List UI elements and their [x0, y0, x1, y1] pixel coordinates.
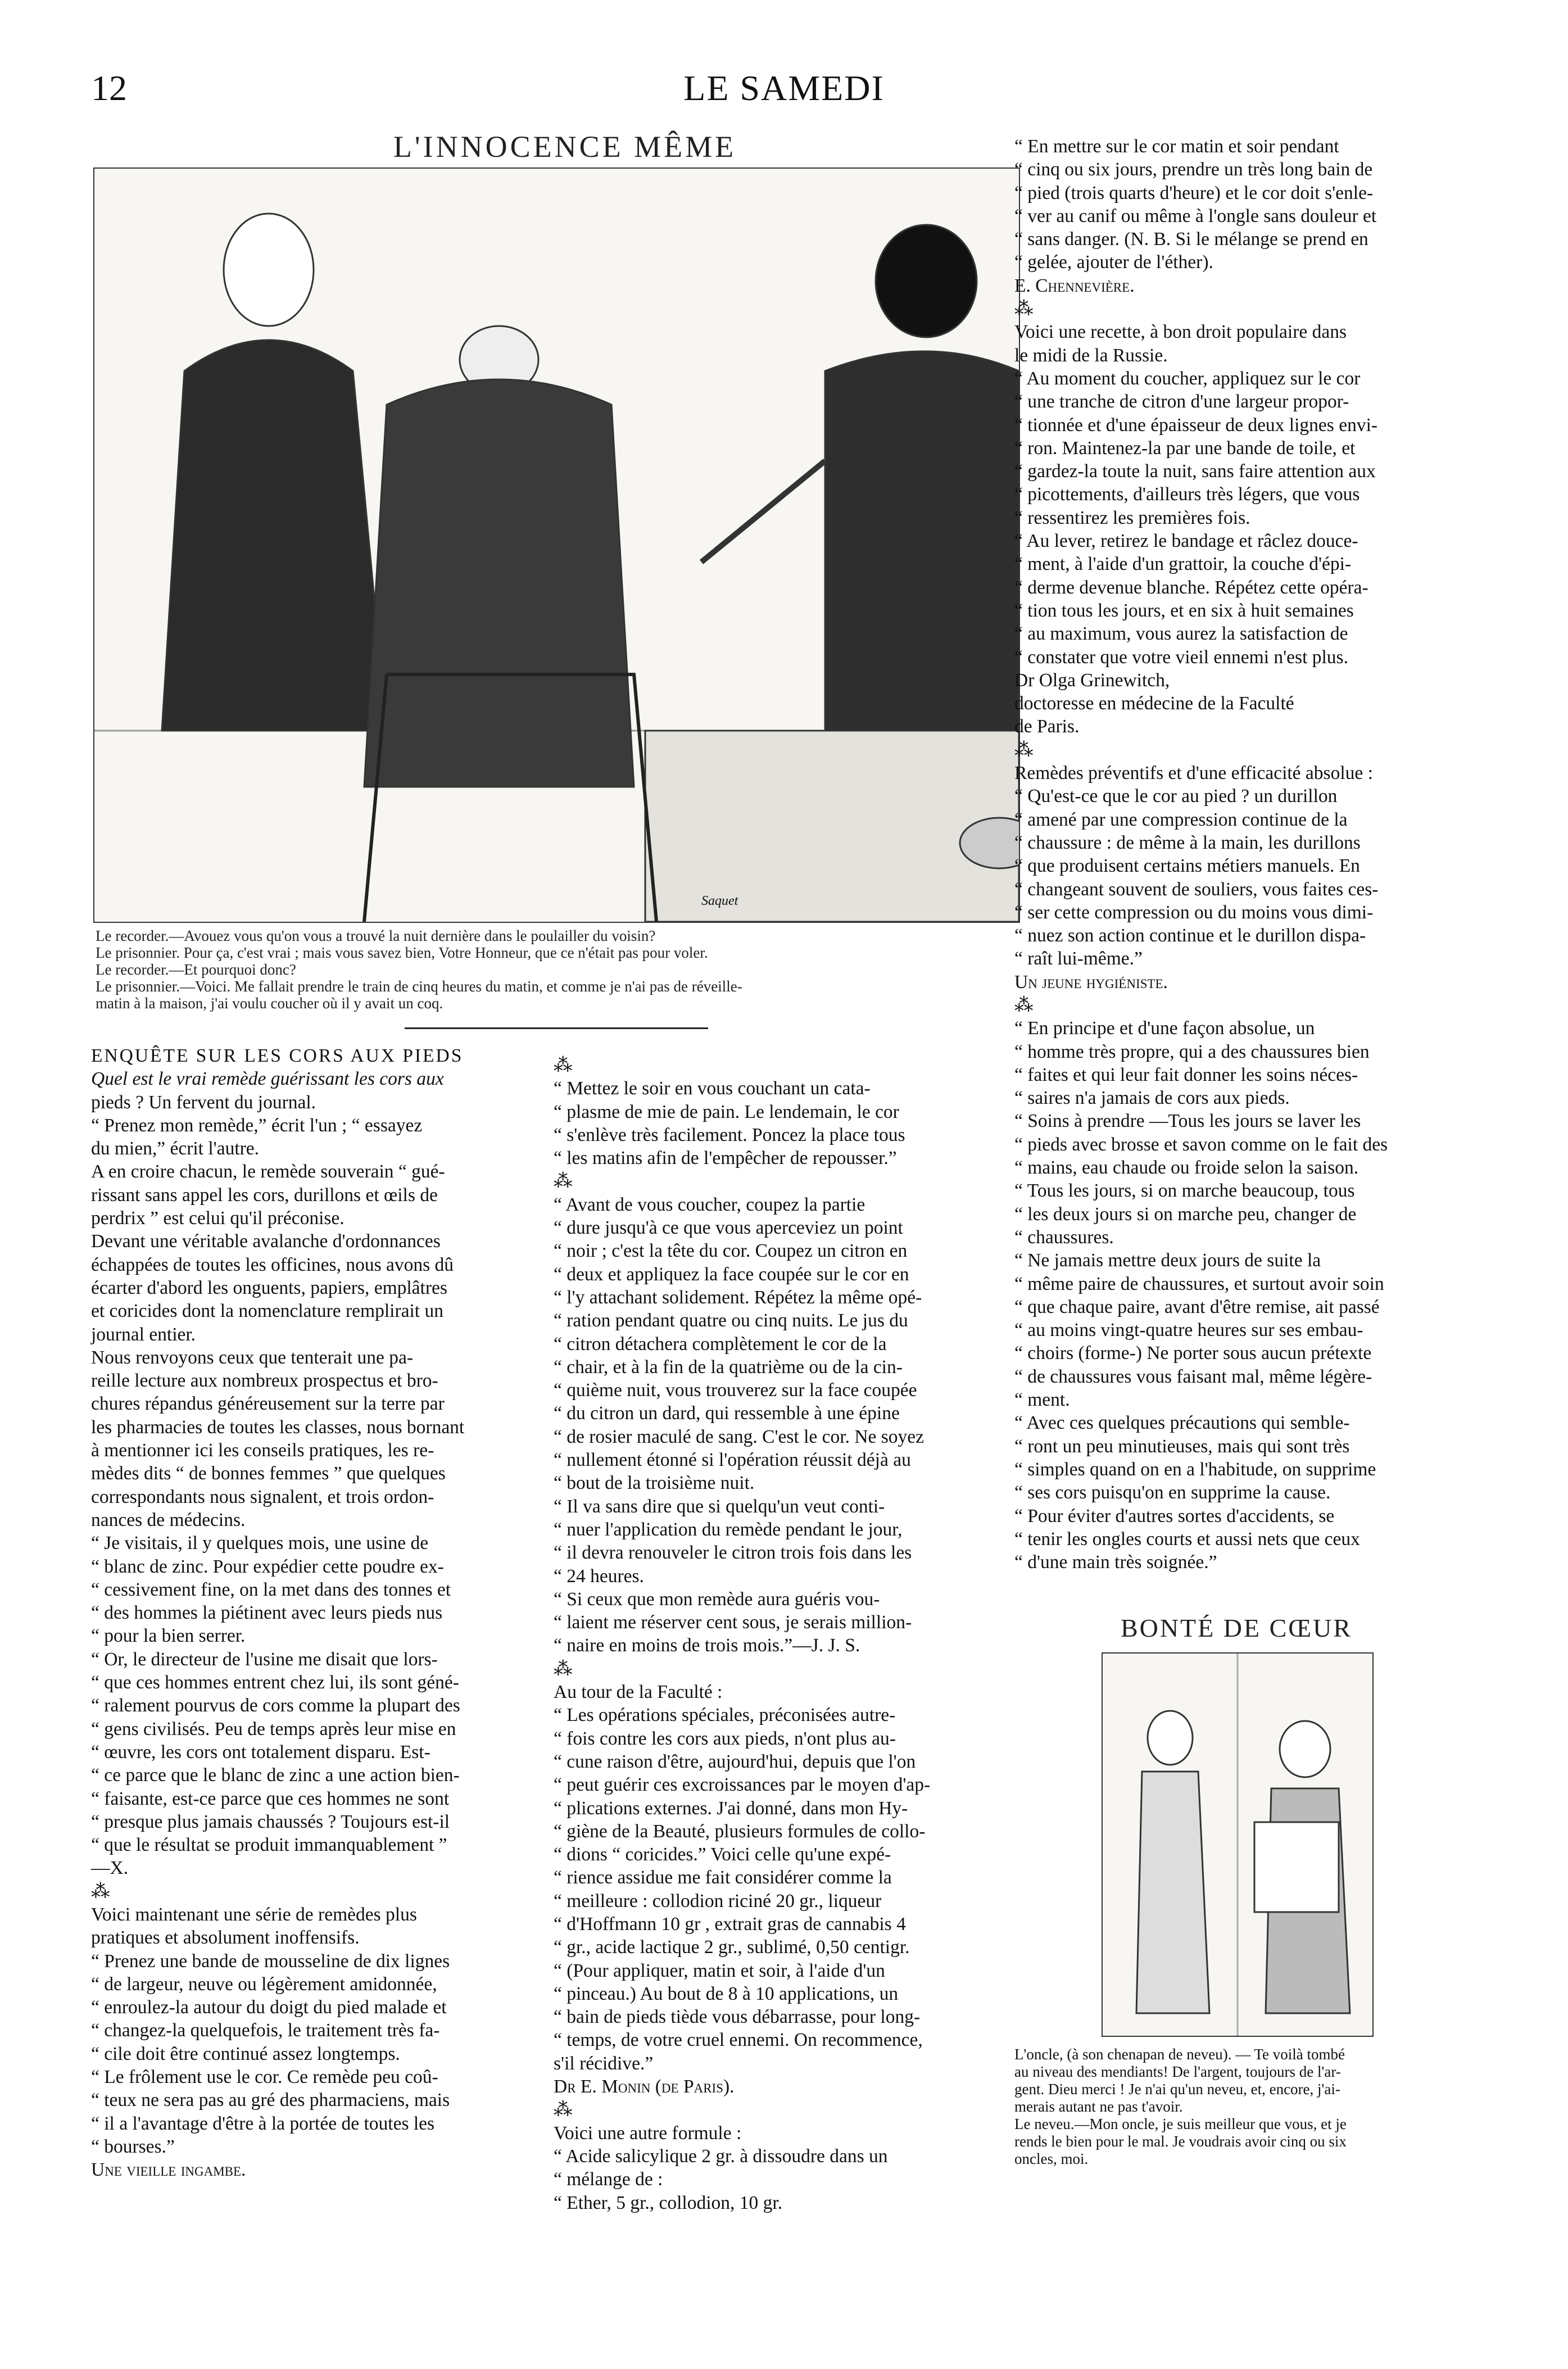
section-asterism: ⁂ — [554, 1171, 573, 1192]
text-line: rissant sans appel les cors, durillons et œils de — [91, 1184, 438, 1206]
article-column-2 — [554, 1054, 999, 2214]
text-line: “ fois contre les cors aux pieds, n'ont plus au- — [554, 1728, 896, 1749]
text-line: “ deux et appliquez la face coupée sur le cor en — [554, 1263, 909, 1285]
text-line: “ dure jusqu'à ce que vous aperceviez un point — [554, 1217, 903, 1239]
text-line: “ de largeur, neuve ou légèrement amidonnée, — [91, 1973, 437, 1995]
text-line: le midi de la Russie. — [1014, 345, 1168, 366]
text-line: “ plications externes. J'ai donné, dans mon Hy- — [554, 1797, 908, 1819]
text-line: “ dions “ coricides.” Voici celle qu'une expé- — [554, 1844, 891, 1865]
text-line: “ œuvre, les cors ont totalement disparu. Est- — [91, 1741, 430, 1763]
section-divider — [405, 1027, 708, 1029]
text-line: “ de rosier maculé de sang. C'est le cor. Ne soyez — [554, 1426, 925, 1447]
text-line: “ s'enlève très facilement. Poncez la place tous — [554, 1124, 905, 1145]
text-line: “ bout de la troisième nuit. — [554, 1473, 755, 1494]
text-line: du mien,” écrit l'autre. — [91, 1138, 260, 1159]
text-line: “ meilleure : collodion riciné 20 gr., liqueur — [554, 1890, 882, 1911]
text-line: “ Avec ces quelques précautions qui semble- — [1014, 1412, 1350, 1434]
text-line: “ noir ; c'est la tête du cor. Coupez un citron en — [554, 1240, 908, 1262]
text-line: “ Ether, 5 gr., collodion, 10 gr. — [554, 2192, 783, 2213]
text-line: reille lecture aux nombreux prospectus et bro- — [91, 1370, 438, 1392]
text-line: “ plasme de mie de pain. Le lendemain, le cor — [554, 1101, 899, 1122]
text-line: “ 24 heures. — [554, 1565, 644, 1587]
text-line: “ gr., acide lactique 2 gr., sublimé, 0,50 centigr. — [554, 1937, 910, 1958]
text-line: “ que ces hommes entrent chez lui, ils sont géné- — [91, 1672, 459, 1693]
text-line: “ Or, le directeur de l'usine me disait que lors- — [91, 1648, 438, 1670]
text-line: Voici une recette, à bon droit populaire dans — [1014, 321, 1347, 343]
caption-line: au niveau des mendiants! De l'argent, toujours de l'ar- — [1014, 2063, 1341, 2080]
text-line: les pharmacies de toutes les classes, nous bornant — [91, 1416, 465, 1438]
text-line: “ Soins à prendre —Tous les jours se laver les — [1014, 1111, 1361, 1132]
text-line: Quel est le vrai remède guérissant les cors aux — [91, 1068, 444, 1090]
text-line: pratiques et absolument inoffensifs. — [91, 1927, 360, 1949]
caption-line: oncles, moi. — [1014, 2150, 1089, 2167]
text-line: “ il devra renouveler le citron trois fois dans les — [554, 1542, 912, 1564]
text-line: “ ment, à l'aide d'un grattoir, la couche d'épi- — [1014, 554, 1352, 575]
cartoon2-caption — [1014, 2046, 1458, 2168]
text-line: “ tion tous les jours, et en six à huit semaines — [1014, 600, 1354, 621]
section-asterism: ⁂ — [91, 1881, 110, 1902]
text-line: doctoresse en médecine de la Faculté — [1014, 693, 1294, 714]
text-line: “ changeant souvent de souliers, vous faites ces- — [1014, 878, 1379, 900]
text-line: “ gens civilisés. Peu de temps après leur mise en — [91, 1718, 456, 1740]
text-line: “ ressentirez les premières fois. — [1014, 507, 1250, 528]
text-line: “ naire en moins de trois mois.”—J. J. S. — [554, 1635, 860, 1656]
text-line: “ saires n'a jamais de cors aux pieds. — [1014, 1088, 1290, 1109]
text-line: “ tionnée et d'une épaisseur de deux lignes envi- — [1014, 414, 1378, 436]
signature: E. Chennevière. — [1014, 275, 1135, 296]
text-line: Voici une autre formule : — [554, 2122, 742, 2144]
text-line: “ simples quand on en a l'habitude, on supprime — [1014, 1458, 1376, 1480]
section-asterism: ⁂ — [554, 1658, 573, 1679]
section-asterism: ⁂ — [1014, 298, 1034, 320]
text-line: “ Je visitais, il y quelques mois, une usine de — [91, 1533, 429, 1554]
article-title: ENQUÊTE SUR LES CORS AUX PIEDS — [91, 1045, 464, 1066]
text-line: “ amené par une compression continue de la — [1014, 809, 1348, 830]
text-line: correspondants nous signalent, et trois ordon- — [91, 1486, 434, 1507]
text-line: “ Mettez le soir en vous couchant un cata- — [554, 1078, 871, 1099]
text-line: “ faites et qui leur fait donner les soins néces- — [1014, 1064, 1358, 1085]
caption-line: L'oncle, (à son chenapan de neveu). — Te voilà tombé — [1014, 2046, 1345, 2063]
caption-line: rends le bien pour le mal. Je voudrais avoir cinq ou six — [1014, 2133, 1347, 2150]
article-column-1 — [91, 1044, 537, 2182]
text-line: à mentionner ici les conseils pratiques, les re- — [91, 1440, 434, 1461]
text-line: “ faisante, est-ce parce que ces hommes ne sont — [91, 1788, 450, 1809]
text-line: “ pour la bien serrer. — [91, 1625, 246, 1647]
text-line: échappées de toutes les officines, nous avons dû — [91, 1254, 454, 1275]
text-line: “ Qu'est-ce que le cor au pied ? un durillon — [1014, 786, 1338, 807]
text-line: “ citron détachera complètement le cor de la — [554, 1333, 887, 1355]
text-line: “ raît lui-même.” — [1014, 948, 1143, 970]
text-line: “ Prenez une bande de mousseline de dix lignes — [91, 1950, 450, 1972]
text-line: Nous renvoyons ceux que tenterait une pa- — [91, 1347, 414, 1368]
text-line: “ d'Hoffmann 10 gr , extrait gras de cannabis 4 — [554, 1913, 906, 1935]
text-line: “ une tranche de citron d'une largeur propor- — [1014, 391, 1349, 413]
text-line: “ ment. — [1014, 1389, 1070, 1411]
text-line: “ Prenez mon remède,” écrit l'un ; “ essayez — [91, 1115, 423, 1136]
section-asterism: ⁂ — [1014, 739, 1034, 760]
text-line: “ constater que votre vieil ennemi n'est plus. — [1014, 646, 1348, 668]
text-line: “ Avant de vous coucher, coupez la partie — [554, 1194, 865, 1215]
text-line: “ temps, de votre cruel ennemi. On recommence, — [554, 2030, 923, 2051]
text-line: nances de médecins. — [91, 1509, 246, 1530]
signature: Une vieille ingambe. — [91, 2159, 246, 2181]
caption-line: Le prisonnier. Pour ça, c'est vrai ; mais vous savez bien, Votre Honneur, que ce n'était pas pour voler. — [96, 944, 708, 961]
caption-line: Le neveu.—Mon oncle, je suis meilleur que vous, et je — [1014, 2116, 1347, 2132]
text-line: “ que le résultat se produit immanquablement ” — [91, 1834, 447, 1856]
text-line: “ tenir les ongles courts et aussi nets que ceux — [1014, 1528, 1360, 1550]
text-line: chures répandus généreusement sur la terre par — [91, 1393, 445, 1415]
text-line: “ En principe et d'une façon absolue, un — [1014, 1018, 1315, 1039]
text-line: “ sans danger. (N. B. Si le mélange se prend en — [1014, 229, 1368, 250]
text-line: “ Pour éviter d'autres sortes d'accidents, se — [1014, 1505, 1335, 1527]
text-line: “ ront un peu minutieuses, mais qui sont très — [1014, 1435, 1350, 1457]
text-line: écarter d'abord les onguents, papiers, emplâtres — [91, 1277, 447, 1298]
text-line: “ ver au canif ou même à l'ongle sans douleur et — [1014, 205, 1377, 227]
cartoon-illustration — [93, 167, 1020, 923]
text-line: Au tour de la Faculté : — [554, 1682, 723, 1703]
text-line: “ giène de la Beauté, plusieurs formules de collo- — [554, 1820, 926, 1842]
text-line: “ il a l'avantage d'être à la portée de toutes les — [91, 2113, 435, 2134]
text-line: “ quième nuit, vous trouverez sur la face coupée — [554, 1380, 917, 1401]
text-line: “ Au moment du coucher, appliquez sur le cor — [1014, 368, 1361, 389]
text-line: A en croire chacun, le remède souverain “ gué- — [91, 1161, 445, 1183]
text-line: “ cessivement fine, on la met dans des tonnes et — [91, 1579, 451, 1600]
article-column-3 — [1014, 135, 1458, 1574]
text-line: “ même paire de chaussures, et surtout avoir soin — [1014, 1273, 1384, 1294]
artist-signature: Saquet — [701, 894, 738, 908]
cartoon2-illustration — [1102, 1652, 1374, 2037]
text-line: journal entier. — [91, 1324, 196, 1345]
text-line: “ de chaussures vous faisant mal, même légère- — [1014, 1366, 1372, 1387]
cartoon-drawing — [94, 169, 1019, 922]
text-line: “ (Pour appliquer, matin et soir, à l'aide d'un — [554, 1960, 885, 1981]
text-line: “ Le frôlement use le cor. Ce remède peu coû- — [91, 2067, 438, 2088]
text-line: “ pinceau.) Au bout de 8 à 10 applications, un — [554, 1983, 899, 2004]
text-line: “ pied (trois quarts d'heure) et le cor doit s'enle- — [1014, 182, 1374, 203]
text-line: “ gardez-la toute la nuit, sans faire attention aux — [1014, 461, 1376, 482]
text-line: “ Acide salicylique 2 gr. à dissoudre dans un — [554, 2145, 888, 2167]
text-line: “ Ne jamais mettre deux jours de suite la — [1014, 1250, 1321, 1271]
text-line: s'il récidive.” — [554, 2053, 654, 2074]
page-number: 12 — [91, 68, 127, 108]
text-line: “ Les opérations spéciales, préconisées autre- — [554, 1705, 896, 1726]
section-asterism: ⁂ — [554, 2099, 573, 2121]
text-line: “ chaussures. — [1014, 1226, 1114, 1248]
signature: Dr E. Monin (de Paris). — [554, 2076, 735, 2098]
text-line: Remèdes préventifs et d'une efficacité absolue : — [1014, 763, 1373, 784]
text-line: “ les matins afin de l'empêcher de repousser.” — [554, 1148, 897, 1169]
cartoon2-title: BONTÉ DE CŒUR — [1120, 1614, 1353, 1642]
text-line: “ bain de pieds tiède vous débarrasse, pour long- — [554, 2006, 921, 2028]
text-line: “ teux ne sera pas au gré des pharmaciens, mais — [91, 2090, 450, 2111]
section-asterism: ⁂ — [554, 1055, 573, 1076]
text-line: “ ses cors puisqu'on en supprime la cause. — [1014, 1482, 1331, 1503]
text-line: “ des hommes la piétinent avec leurs pieds nus — [91, 1602, 443, 1624]
text-line: “ rience assidue me fait considérer comme la — [554, 1867, 892, 1888]
text-line: “ peut guérir ces excroissances par le moyen d'ap- — [554, 1774, 931, 1796]
text-line: “ Il va sans dire que si quelqu'un veut conti- — [554, 1496, 885, 1517]
text-line: “ Tous les jours, si on marche beaucoup, tous — [1014, 1180, 1355, 1202]
text-line: “ En mettre sur le cor matin et soir pendant — [1014, 136, 1339, 157]
text-line: et coricides dont la nomenclature remplirait un — [91, 1301, 443, 1322]
text-line: “ gelée, ajouter de l'éther). — [1014, 252, 1213, 273]
text-line: “ ser cette compression ou du moins vous dimi- — [1014, 902, 1374, 923]
cartoon2-drawing — [1103, 1654, 1372, 2036]
text-line: “ cile doit être continué assez longtemps. — [91, 2043, 400, 2064]
text-line: “ derme devenue blanche. Répétez cette opéra- — [1014, 577, 1368, 598]
text-line: “ ralement pourvus de cors comme la plupart des — [91, 1695, 460, 1716]
text-line: “ bourses.” — [91, 2136, 175, 2157]
text-line: “ cune raison d'être, aujourd'hui, depuis que l'on — [554, 1751, 916, 1772]
text-line: “ au moins vingt-quatre heures sur ses embau- — [1014, 1320, 1363, 1341]
cartoon-caption — [96, 927, 742, 1012]
text-line: “ ron. Maintenez-la par une bande de toile, et — [1014, 437, 1356, 459]
section-asterism: ⁂ — [1014, 994, 1034, 1016]
text-line: perdrix ” est celui qu'il préconise. — [91, 1208, 345, 1229]
text-line: “ laient me réserver cent sous, je serais million- — [554, 1612, 912, 1633]
text-line: “ l'y attachant solidement. Répétez la même opé- — [554, 1287, 922, 1308]
text-line: “ du citron un dard, qui ressemble à une épine — [554, 1403, 900, 1424]
caption-line: Le recorder.—Et pourquoi donc? — [96, 961, 296, 978]
text-line: “ blanc de zinc. Pour expédier cette poudre ex- — [91, 1556, 444, 1577]
caption-line: Le recorder.—Avouez vous qu'on vous a trouvé la nuit dernière dans le poulailler du voisin? — [96, 927, 656, 944]
signature: Un jeune hygiéniste. — [1014, 971, 1168, 993]
text-line: “ pieds avec brosse et savon comme on le fait des — [1014, 1134, 1388, 1155]
text-line: “ les deux jours si on marche peu, changer de — [1014, 1203, 1357, 1225]
text-line: pieds ? Un fervent du journal. — [91, 1091, 316, 1113]
caption-line: merais autant ne pas t'avoir. — [1014, 2098, 1183, 2115]
caption-line: Le prisonnier.—Voici. Me fallait prendre le train de cinq heures du matin, et comme je n'ai pas de réveille- — [96, 978, 742, 995]
text-line: “ homme très propre, qui a des chaussures bien — [1014, 1041, 1370, 1062]
text-line: Voici maintenant une série de remèdes plus — [91, 1904, 417, 1925]
caption-line: gent. Dieu merci ! Je n'ai qu'un neveu, et, encore, j'ai- — [1014, 2081, 1340, 2098]
text-line: Devant une véritable avalanche d'ordonnances — [91, 1231, 441, 1252]
text-line: “ choirs (forme-) Ne porter sous aucun prétexte — [1014, 1343, 1372, 1364]
text-line: “ que chaque paire, avant d'être remise, ait passé — [1014, 1296, 1380, 1317]
text-line: “ cinq ou six jours, prendre un très long bain de — [1014, 159, 1373, 180]
text-line: “ que produisent certains métiers manuels. En — [1014, 855, 1360, 877]
text-line: mèdes dits “ de bonnes femmes ” que quelques — [91, 1463, 446, 1484]
text-line: “ ce parce que le blanc de zinc a une action bien- — [91, 1765, 460, 1786]
text-line: de Paris. — [1014, 716, 1080, 737]
text-line: —X. — [91, 1858, 129, 1879]
text-line: “ ration pendant quatre ou cinq nuits. Le jus du — [554, 1310, 908, 1331]
text-line: “ au maximum, vous aurez la satisfaction de — [1014, 623, 1348, 645]
caption-line: matin à la maison, j'ai voulu coucher où il y avait un coq. — [96, 995, 443, 1012]
text-line: “ enroulez-la autour du doigt du pied malade et — [91, 1997, 447, 2018]
cartoon-title: L'INNOCENCE MÊME — [393, 130, 737, 164]
text-line: “ d'une main très soignée.” — [1014, 1552, 1217, 1573]
masthead: LE SAMEDI — [683, 68, 885, 108]
text-line: “ mains, eau chaude ou froide selon la saison. — [1014, 1157, 1359, 1179]
text-line: Dr Olga Grinewitch, — [1014, 669, 1170, 691]
text-line: “ picottements, d'ailleurs très légers, que vous — [1014, 484, 1360, 505]
text-line: “ presque plus jamais chaussés ? Toujours est-il — [91, 1811, 450, 1832]
text-line: “ mélange de : — [554, 2169, 663, 2190]
text-line: “ Si ceux que mon remède aura guéris vou- — [554, 1588, 880, 1610]
text-line: “ chaussure : de même à la main, les durillons — [1014, 832, 1361, 853]
text-line: “ chair, et à la fin de la quatrième ou de la cin- — [554, 1356, 903, 1378]
text-line: “ nuer l'application du remède pendant le jour, — [554, 1519, 903, 1540]
text-line: “ nuez son action continue et le durillon dispa- — [1014, 925, 1366, 946]
text-line: “ nullement étonné si l'opération réussit déjà au — [554, 1450, 911, 1471]
text-line: “ Au lever, retirez le bandage et râclez douce- — [1014, 531, 1358, 552]
text-line: “ changez-la quelquefois, le traitement très fa- — [91, 2020, 440, 2041]
